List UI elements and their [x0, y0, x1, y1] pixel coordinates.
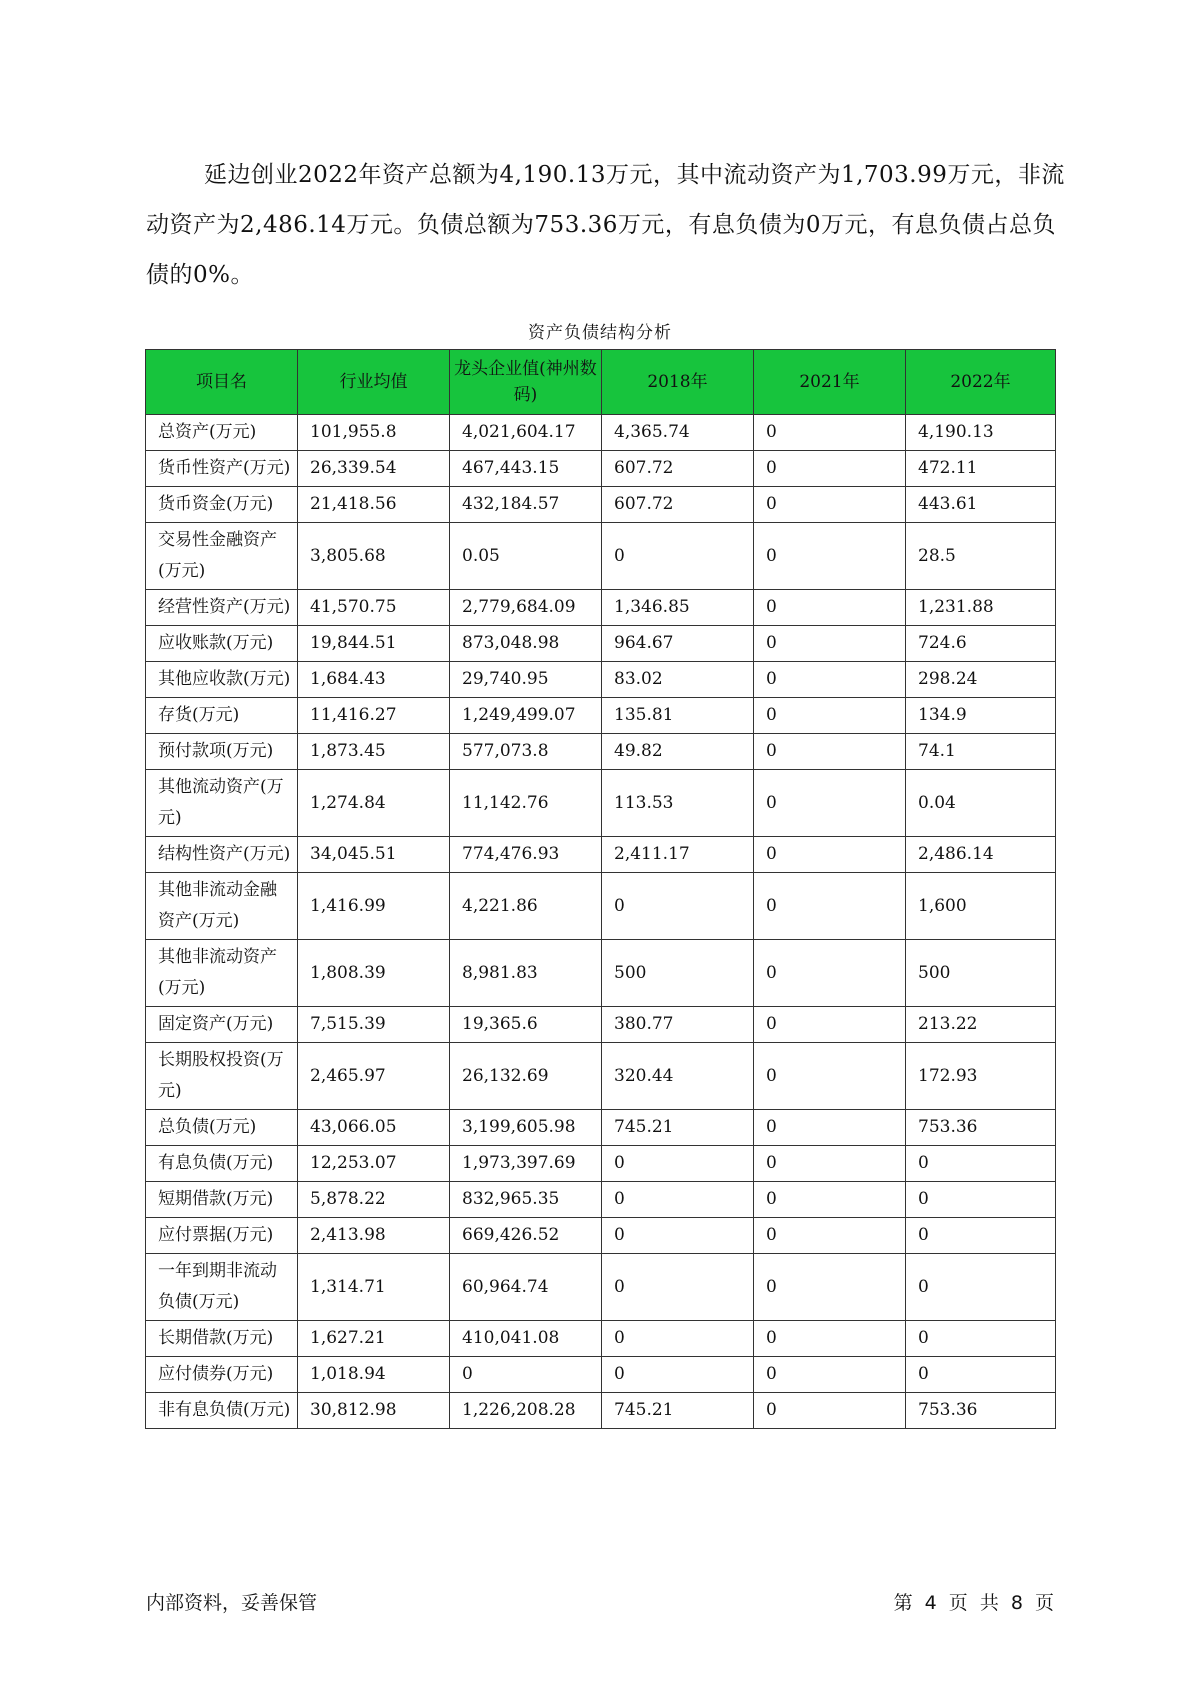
table-row	[146, 415, 1056, 451]
table-row	[146, 451, 1056, 487]
cell-leader-value: 3,199,605.98	[450, 1110, 602, 1146]
table-row	[146, 523, 1056, 590]
cell-value-2018: 113.53	[602, 770, 754, 837]
cell-value-2018: 4,365.74	[602, 415, 754, 451]
cell-leader-value: 832,965.35	[450, 1182, 602, 1218]
cell-value-2018: 135.81	[602, 698, 754, 734]
cell-value-2022: 472.11	[906, 451, 1056, 487]
cell-industry-average: 41,570.75	[298, 590, 450, 626]
table-row	[146, 1146, 1056, 1182]
cell-industry-average: 1,314.71	[298, 1254, 450, 1321]
cell-industry-average: 2,465.97	[298, 1043, 450, 1110]
cell-value-2022: 0.04	[906, 770, 1056, 837]
cell-value-2021: 0	[754, 487, 906, 523]
cell-item-name: 其他非流动资产(万元)	[146, 940, 298, 1007]
cell-item-name: 非有息负债(万元)	[146, 1393, 298, 1429]
table-row	[146, 1393, 1056, 1429]
footer-confidential-note: 内部资料，妥善保管	[146, 1592, 318, 1614]
table-row	[146, 487, 1056, 523]
cell-item-name: 货币性资产(万元)	[146, 451, 298, 487]
cell-item-name: 其他流动资产(万元)	[146, 770, 298, 837]
cell-industry-average: 1,627.21	[298, 1321, 450, 1357]
cell-item-name: 短期借款(万元)	[146, 1182, 298, 1218]
table-row	[146, 1007, 1056, 1043]
cell-value-2018: 0	[602, 1254, 754, 1321]
cell-value-2022: 0	[906, 1321, 1056, 1357]
cell-industry-average: 1,808.39	[298, 940, 450, 1007]
cell-item-name: 固定资产(万元)	[146, 1007, 298, 1043]
cell-industry-average: 34,045.51	[298, 837, 450, 873]
cell-value-2022: 28.5	[906, 523, 1056, 590]
cell-value-2022: 724.6	[906, 626, 1056, 662]
cell-leader-value: 410,041.08	[450, 1321, 602, 1357]
table-row	[146, 1357, 1056, 1393]
cell-leader-value: 774,476.93	[450, 837, 602, 873]
header-year-2022: 2022年	[906, 350, 1056, 415]
table-row	[146, 940, 1056, 1007]
cell-item-name: 其他非流动金融资产(万元)	[146, 873, 298, 940]
cell-value-2022: 753.36	[906, 1393, 1056, 1429]
table-header-row	[146, 350, 1056, 415]
cell-leader-value: 577,073.8	[450, 734, 602, 770]
table-row	[146, 1043, 1056, 1110]
cell-item-name: 总负债(万元)	[146, 1110, 298, 1146]
cell-value-2022: 172.93	[906, 1043, 1056, 1110]
cell-value-2022: 753.36	[906, 1110, 1056, 1146]
cell-industry-average: 1,018.94	[298, 1357, 450, 1393]
cell-item-name: 经营性资产(万元)	[146, 590, 298, 626]
cell-industry-average: 19,844.51	[298, 626, 450, 662]
footer-page-number: 第 4 页 共 8 页	[893, 1592, 1054, 1614]
cell-leader-value: 11,142.76	[450, 770, 602, 837]
cell-item-name: 长期借款(万元)	[146, 1321, 298, 1357]
cell-value-2022: 443.61	[906, 487, 1056, 523]
cell-leader-value: 432,184.57	[450, 487, 602, 523]
cell-value-2021: 0	[754, 1357, 906, 1393]
cell-value-2021: 0	[754, 873, 906, 940]
cell-value-2022: 298.24	[906, 662, 1056, 698]
table-row	[146, 770, 1056, 837]
cell-value-2021: 0	[754, 1393, 906, 1429]
cell-item-name: 一年到期非流动负债(万元)	[146, 1254, 298, 1321]
cell-value-2018: 0	[602, 1182, 754, 1218]
cell-industry-average: 1,873.45	[298, 734, 450, 770]
cell-item-name: 应付债券(万元)	[146, 1357, 298, 1393]
cell-value-2018: 964.67	[602, 626, 754, 662]
cell-value-2021: 0	[754, 662, 906, 698]
cell-value-2021: 0	[754, 626, 906, 662]
cell-leader-value: 669,426.52	[450, 1218, 602, 1254]
intro-paragraph: 延边创业2022年资产总额为4,190.13万元，其中流动资产为1,703.99万元，非流动资产为2,486.14万元。负债总额为753.36万元，有息负债为0万元，有息负债占总负债的0%。	[146, 162, 1065, 288]
cell-leader-value: 873,048.98	[450, 626, 602, 662]
header-year-2021: 2021年	[754, 350, 906, 415]
cell-leader-value: 19,365.6	[450, 1007, 602, 1043]
cell-value-2018: 0	[602, 1218, 754, 1254]
cell-item-name: 交易性金融资产(万元)	[146, 523, 298, 590]
cell-leader-value: 0.05	[450, 523, 602, 590]
table-row	[146, 590, 1056, 626]
header-item-name: 项目名	[146, 350, 298, 415]
cell-leader-value: 2,779,684.09	[450, 590, 602, 626]
table-row	[146, 698, 1056, 734]
cell-industry-average: 1,274.84	[298, 770, 450, 837]
cell-value-2022: 2,486.14	[906, 837, 1056, 873]
cell-value-2018: 2,411.17	[602, 837, 754, 873]
cell-value-2022: 1,231.88	[906, 590, 1056, 626]
header-leader-value: 龙头企业值(神州数码)	[450, 350, 602, 415]
cell-value-2022: 74.1	[906, 734, 1056, 770]
cell-value-2018: 500	[602, 940, 754, 1007]
cell-industry-average: 12,253.07	[298, 1146, 450, 1182]
cell-value-2021: 0	[754, 1110, 906, 1146]
cell-value-2022: 1,600	[906, 873, 1056, 940]
cell-value-2022: 0	[906, 1357, 1056, 1393]
table-row	[146, 1110, 1056, 1146]
cell-value-2021: 0	[754, 1218, 906, 1254]
cell-value-2018: 0	[602, 523, 754, 590]
cell-value-2022: 0	[906, 1254, 1056, 1321]
cell-industry-average: 1,416.99	[298, 873, 450, 940]
cell-item-name: 其他应收款(万元)	[146, 662, 298, 698]
cell-value-2018: 0	[602, 1146, 754, 1182]
table-row	[146, 1218, 1056, 1254]
cell-value-2018: 0	[602, 1357, 754, 1393]
cell-value-2021: 0	[754, 451, 906, 487]
cell-leader-value: 60,964.74	[450, 1254, 602, 1321]
table-row	[146, 837, 1056, 873]
table-body	[146, 415, 1056, 1429]
cell-value-2021: 0	[754, 590, 906, 626]
cell-value-2021: 0	[754, 415, 906, 451]
cell-industry-average: 3,805.68	[298, 523, 450, 590]
cell-industry-average: 101,955.8	[298, 415, 450, 451]
cell-item-name: 货币资金(万元)	[146, 487, 298, 523]
cell-value-2018: 745.21	[602, 1110, 754, 1146]
cell-leader-value: 1,973,397.69	[450, 1146, 602, 1182]
cell-industry-average: 30,812.98	[298, 1393, 450, 1429]
cell-value-2021: 0	[754, 1007, 906, 1043]
header-industry-average: 行业均值	[298, 350, 450, 415]
cell-item-name: 预付款项(万元)	[146, 734, 298, 770]
cell-leader-value: 0	[450, 1357, 602, 1393]
cell-value-2018: 320.44	[602, 1043, 754, 1110]
table-row	[146, 734, 1056, 770]
cell-value-2022: 134.9	[906, 698, 1056, 734]
table-caption: 资产负债结构分析	[528, 323, 672, 343]
cell-value-2018: 0	[602, 1321, 754, 1357]
header-year-2018: 2018年	[602, 350, 754, 415]
table-row	[146, 1321, 1056, 1357]
cell-value-2021: 0	[754, 1043, 906, 1110]
cell-value-2018: 0	[602, 873, 754, 940]
cell-industry-average: 21,418.56	[298, 487, 450, 523]
table-row	[146, 626, 1056, 662]
table-row	[146, 1182, 1056, 1218]
cell-value-2021: 0	[754, 837, 906, 873]
cell-item-name: 长期股权投资(万元)	[146, 1043, 298, 1110]
cell-value-2021: 0	[754, 940, 906, 1007]
cell-leader-value: 29,740.95	[450, 662, 602, 698]
cell-value-2021: 0	[754, 1321, 906, 1357]
cell-leader-value: 1,226,208.28	[450, 1393, 602, 1429]
cell-item-name: 总资产(万元)	[146, 415, 298, 451]
cell-value-2022: 0	[906, 1146, 1056, 1182]
table-row	[146, 873, 1056, 940]
cell-industry-average: 5,878.22	[298, 1182, 450, 1218]
cell-value-2022: 500	[906, 940, 1056, 1007]
cell-value-2018: 745.21	[602, 1393, 754, 1429]
cell-value-2018: 380.77	[602, 1007, 754, 1043]
cell-item-name: 应收账款(万元)	[146, 626, 298, 662]
cell-leader-value: 8,981.83	[450, 940, 602, 1007]
cell-item-name: 有息负债(万元)	[146, 1146, 298, 1182]
cell-value-2018: 1,346.85	[602, 590, 754, 626]
cell-value-2022: 4,190.13	[906, 415, 1056, 451]
cell-item-name: 结构性资产(万元)	[146, 837, 298, 873]
cell-value-2018: 83.02	[602, 662, 754, 698]
cell-value-2021: 0	[754, 770, 906, 837]
cell-leader-value: 4,221.86	[450, 873, 602, 940]
cell-value-2021: 0	[754, 698, 906, 734]
cell-industry-average: 2,413.98	[298, 1218, 450, 1254]
cell-value-2021: 0	[754, 1182, 906, 1218]
cell-industry-average: 43,066.05	[298, 1110, 450, 1146]
cell-value-2021: 0	[754, 1254, 906, 1321]
cell-industry-average: 11,416.27	[298, 698, 450, 734]
cell-value-2022: 0	[906, 1218, 1056, 1254]
cell-value-2022: 0	[906, 1182, 1056, 1218]
cell-leader-value: 4,021,604.17	[450, 415, 602, 451]
cell-leader-value: 1,249,499.07	[450, 698, 602, 734]
cell-industry-average: 26,339.54	[298, 451, 450, 487]
cell-industry-average: 7,515.39	[298, 1007, 450, 1043]
table-row	[146, 1254, 1056, 1321]
cell-leader-value: 467,443.15	[450, 451, 602, 487]
cell-item-name: 存货(万元)	[146, 698, 298, 734]
table-row	[146, 662, 1056, 698]
cell-industry-average: 1,684.43	[298, 662, 450, 698]
cell-value-2021: 0	[754, 523, 906, 590]
cell-value-2022: 213.22	[906, 1007, 1056, 1043]
cell-leader-value: 26,132.69	[450, 1043, 602, 1110]
cell-value-2018: 607.72	[602, 487, 754, 523]
cell-value-2018: 607.72	[602, 451, 754, 487]
cell-value-2018: 49.82	[602, 734, 754, 770]
cell-value-2021: 0	[754, 1146, 906, 1182]
cell-item-name: 应付票据(万元)	[146, 1218, 298, 1254]
cell-value-2021: 0	[754, 734, 906, 770]
balance-sheet-table	[145, 349, 1056, 1429]
